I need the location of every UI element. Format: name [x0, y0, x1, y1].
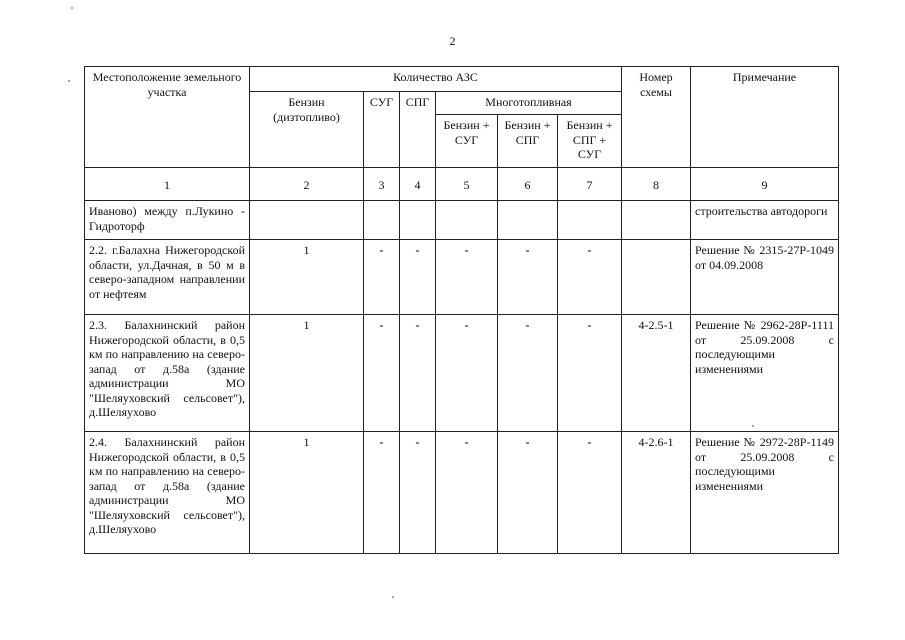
- column-number: 9: [691, 168, 839, 201]
- gasoline-cell: [250, 201, 364, 240]
- column-number: 6: [498, 168, 558, 201]
- note-cell: Решение № 2972-28Р-1149 от 25.09.2008 с последующими изменениями: [691, 432, 839, 554]
- gas-spg-cell: -: [498, 432, 558, 554]
- gasoline-cell: 1: [250, 240, 364, 315]
- header-location: Местоположение земельного участка: [85, 67, 250, 168]
- header-azs-count: Количество АЗС: [250, 67, 622, 92]
- spg-cell: -: [400, 240, 436, 315]
- table-row: [85, 315, 839, 432]
- gas-spg-sug-cell: -: [558, 432, 622, 554]
- column-number: 7: [558, 168, 622, 201]
- column-number: 5: [436, 168, 498, 201]
- table-row: [85, 201, 839, 240]
- header-spg: СПГ: [400, 92, 436, 168]
- header-gas-spg-sug: Бензин + СПГ + СУГ: [558, 115, 622, 168]
- column-number: 4: [400, 168, 436, 201]
- column-number: 3: [364, 168, 400, 201]
- header-note: Примечание: [691, 67, 839, 168]
- scheme-cell: [622, 240, 691, 315]
- scheme-cell: 4-2.6-1: [622, 432, 691, 554]
- gas-sug-cell: -: [436, 315, 498, 432]
- gasoline-cell: 1: [250, 315, 364, 432]
- scan-speck: [392, 596, 394, 598]
- column-numbers-row: [85, 168, 839, 201]
- location-cell: 2.3. Балахнинский район Нижегородской области, в 0,5 км по направлению на северо-запад от д.58а (здание администрации МО "Шеляуховский сельсовет"), д.Шеляухово: [85, 315, 250, 432]
- header-row-1: [85, 67, 839, 92]
- page-number: 2: [449, 34, 456, 48]
- scan-speck: [68, 80, 70, 82]
- header-scheme-number: Номер схемы: [622, 67, 691, 168]
- header-multifuel: Многотопливная: [436, 92, 622, 115]
- note-cell: строительства автодороги: [691, 201, 839, 240]
- gas-spg-sug-cell: [558, 201, 622, 240]
- gas-spg-cell: [498, 201, 558, 240]
- spg-cell: -: [400, 432, 436, 554]
- sug-cell: -: [364, 240, 400, 315]
- location-cell: 2.4. Балахнинский район Нижегородской области, в 0,5 км по направлению на северо-запад от д.58а (здание администрации МО "Шеляуховский сельсовет"), д.Шеляухово: [85, 432, 250, 554]
- header-gas-sug: Бензин + СУГ: [436, 115, 498, 168]
- gasoline-cell: 1: [250, 432, 364, 554]
- gas-sug-cell: -: [436, 432, 498, 554]
- spg-cell: [400, 201, 436, 240]
- gas-sug-cell: -: [436, 240, 498, 315]
- header-gas-spg: Бензин + СПГ: [498, 115, 558, 168]
- gas-stations-table: [84, 66, 839, 554]
- gas-spg-cell: -: [498, 315, 558, 432]
- column-number: 2: [250, 168, 364, 201]
- spg-cell: -: [400, 315, 436, 432]
- table-row: [85, 240, 839, 315]
- gas-spg-sug-cell: -: [558, 240, 622, 315]
- header-sug: СУГ: [364, 92, 400, 168]
- column-number: 1: [85, 168, 250, 201]
- scan-speck: [71, 7, 73, 9]
- gas-spg-cell: -: [498, 240, 558, 315]
- gas-sug-cell: [436, 201, 498, 240]
- scheme-cell: [622, 201, 691, 240]
- note-cell: Решение № 2315-27Р-1049 от 04.09.2008: [691, 240, 839, 315]
- header-gasoline: Бензин (дизтопливо): [250, 92, 364, 168]
- sug-cell: -: [364, 315, 400, 432]
- sug-cell: -: [364, 432, 400, 554]
- scheme-cell: 4-2.5-1: [622, 315, 691, 432]
- location-cell: Иваново) между п.Лукино - Гидроторф: [85, 201, 250, 240]
- gas-spg-sug-cell: -: [558, 315, 622, 432]
- scan-speck: [752, 425, 754, 427]
- table-row: [85, 432, 839, 554]
- column-number: 8: [622, 168, 691, 201]
- location-cell: 2.2. г.Балахна Нижегородской области, ул.Дачная, в 50 м в северо-западном направлении от нефтеям: [85, 240, 250, 315]
- note-cell: Решение № 2962-28Р-1111 от 25.09.2008 с последующими изменениями: [691, 315, 839, 432]
- sug-cell: [364, 201, 400, 240]
